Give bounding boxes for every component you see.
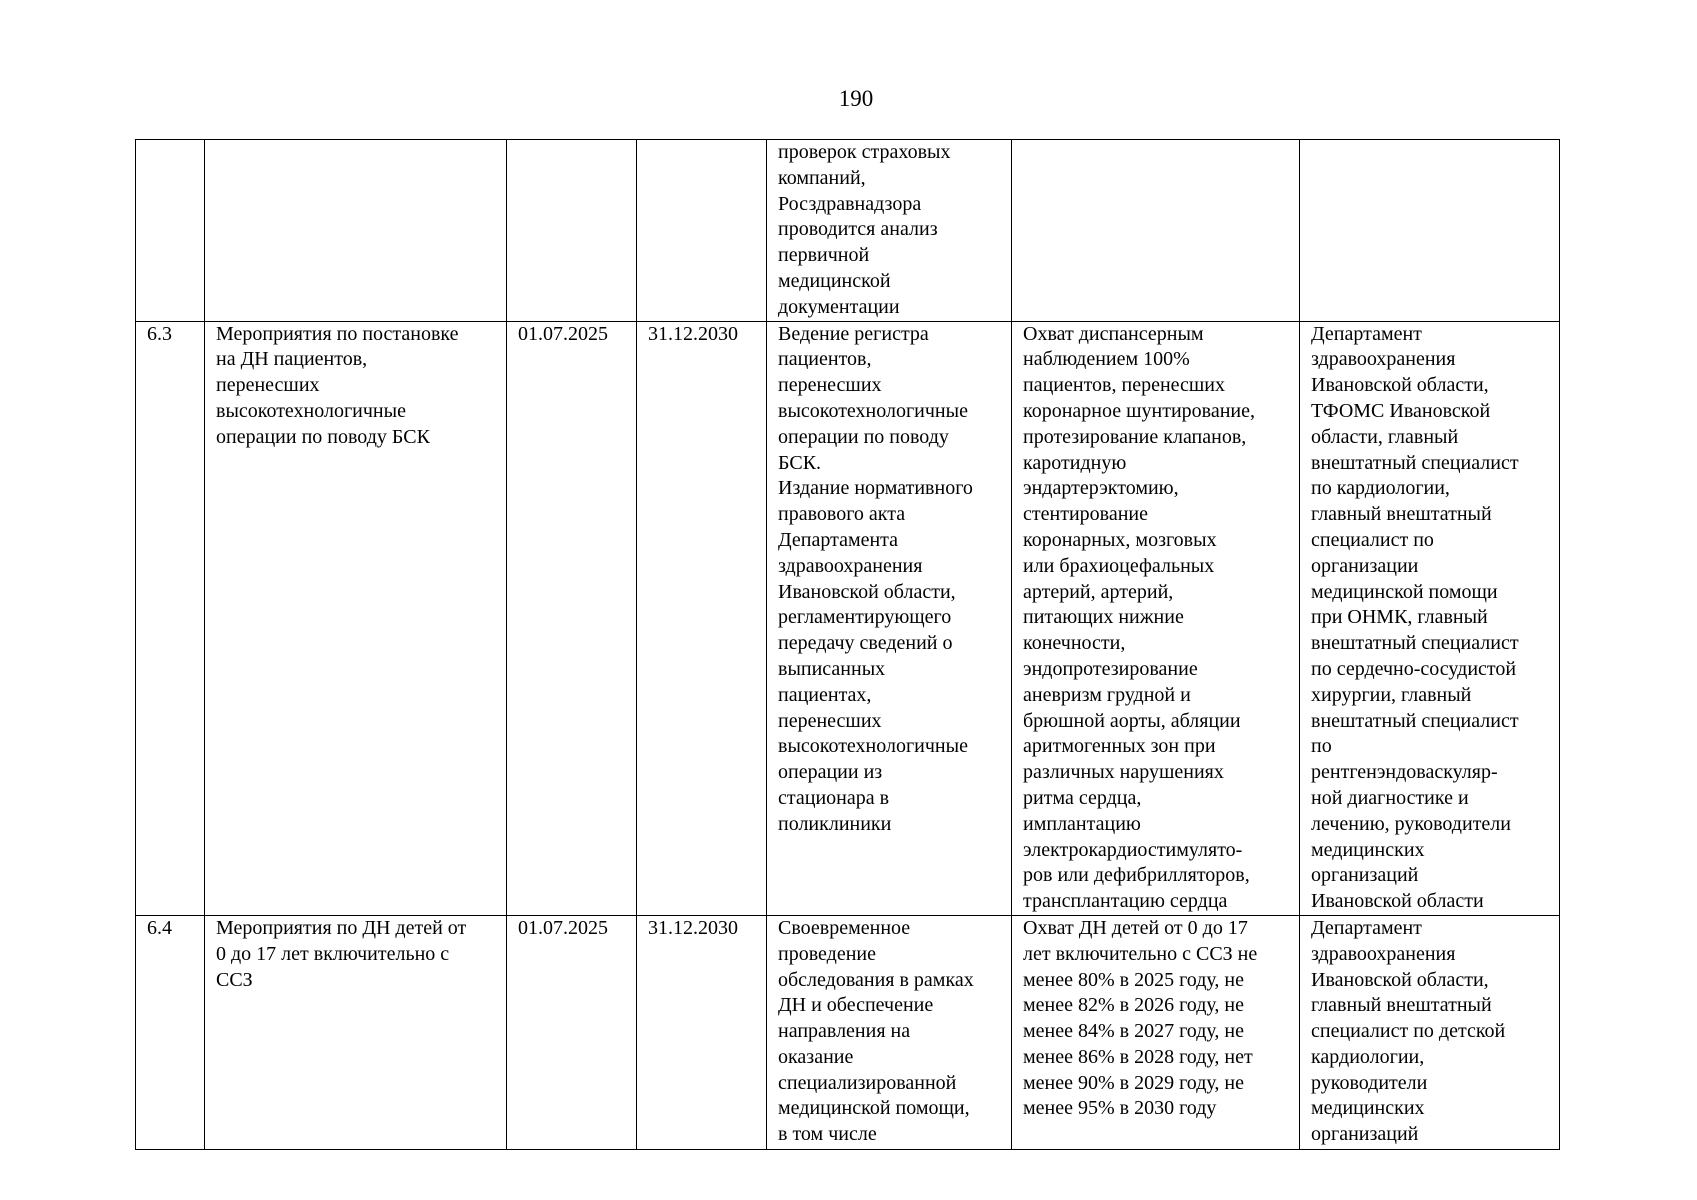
cell-end-date: 31.12.2030	[637, 321, 767, 915]
table-row	[136, 915, 1560, 1149]
cell-end-date	[637, 140, 767, 322]
page-number: 190	[838, 86, 874, 111]
cell-start-date	[507, 140, 637, 322]
table-row	[136, 140, 1560, 322]
cell-content: Своевременное проведение обследования в рамках ДН и обеспечение направления на оказание специализированной медицинской помощи, в том числе	[767, 915, 1012, 1149]
cell-event: Мероприятия по постановке на ДН пациентов, перенесших высокотехнологичные операции по поводу БСК	[205, 321, 507, 915]
cell-content: Ведение регистра пациентов, перенесших высокотехнологичные операции по поводу БСК. Издание нормативного правового акта Департамента здравоохранения Ивановской области, регламентирующего передачу сведений о выписанных пациентах, перенесших высокотехнологичные операции из стационара в поликлиники	[767, 321, 1012, 915]
cell-content: проверок страховых компаний, Росздравнадзора проводится анализ первичной медицинской документации	[767, 140, 1012, 322]
cell-responsible: Департамент здравоохранения Ивановской области, ТФОМС Ивановской области, главный внештатный специалист по кардиологии, главный внештатный специалист по организации медицинской помощи при ОНМК, главный внештатный специалист по сердечно-сосудистой хирургии, главный внештатный специалист по рентгенэндоваскуляр- ной диагностике и лечению, руководители медицинских организаций Ивановской области	[1300, 321, 1560, 915]
cell-number: 6.4	[136, 915, 205, 1149]
cell-event	[205, 140, 507, 322]
cell-indicator: Охват диспансерным наблюдением 100% пациентов, перенесших коронарное шунтирование, протезирование клапанов, каротидную эндартерэктомию, стентирование коронарных, мозговых или брахиоцефальных артерий, артерий, питающих нижние конечности, эндопротезирование аневризм грудной и брюшной аорты, абляции аритмогенных зон при различных нарушениях ритма сердца, имплантацию электрокардиостимулято- ров или дефибрилляторов, трансплантацию сердца	[1012, 321, 1300, 915]
table-row	[136, 321, 1560, 915]
cell-end-date: 31.12.2030	[637, 915, 767, 1149]
cell-indicator	[1012, 140, 1300, 322]
cell-indicator: Охват ДН детей от 0 до 17 лет включительно с ССЗ не менее 80% в 2025 году, не менее 82% в 2026 году, не менее 84% в 2027 году, не менее 86% в 2028 году, нет менее 90% в 2029 году, не менее 95% в 2030 году	[1012, 915, 1300, 1149]
cell-responsible: Департамент здравоохранения Ивановской области, главный внештатный специалист по детской кардиологии, руководители медицинских организаций	[1300, 915, 1560, 1149]
cell-start-date: 01.07.2025	[507, 321, 637, 915]
cell-event: Мероприятия по ДН детей от 0 до 17 лет включительно с ССЗ	[205, 915, 507, 1149]
cell-start-date: 01.07.2025	[507, 915, 637, 1149]
cell-number: 6.3	[136, 321, 205, 915]
measures-table	[135, 139, 1560, 1150]
cell-responsible	[1300, 140, 1560, 322]
cell-number	[136, 140, 205, 322]
